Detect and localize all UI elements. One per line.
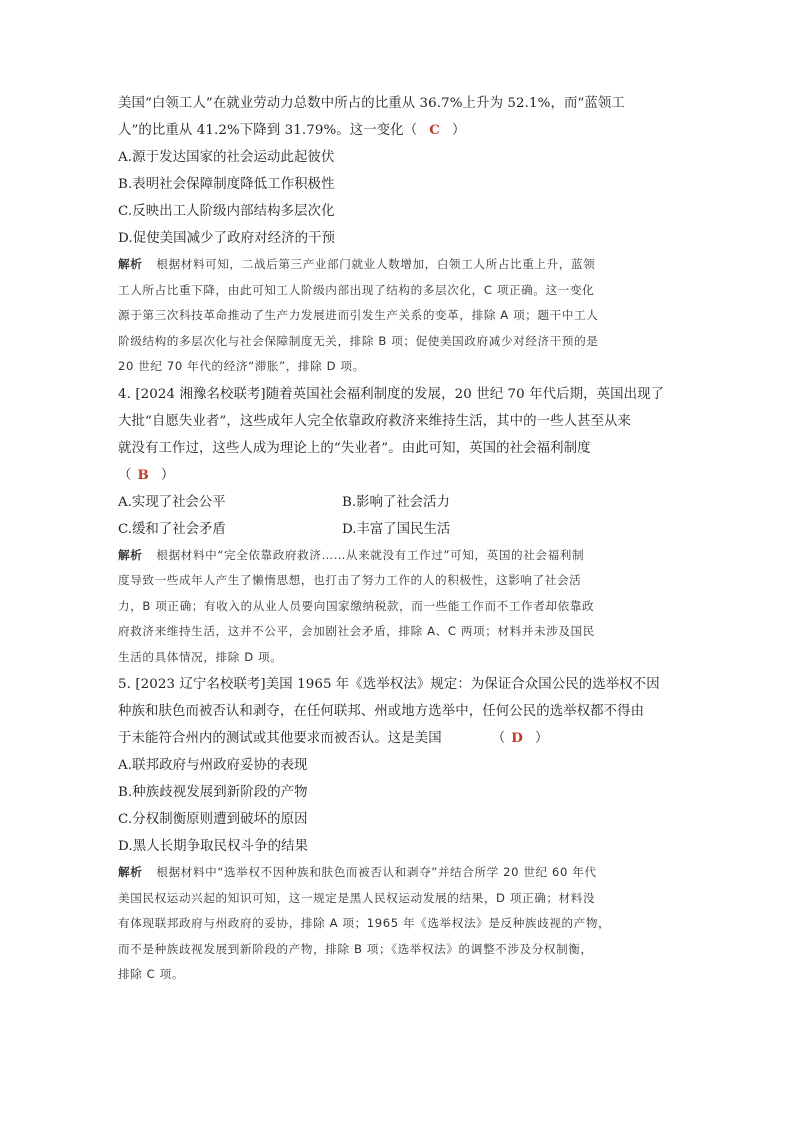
q5-explanation-line-4: 而不是种族歧视发展到新阶段的产物，排除 B 项；《选举权法》的调整不涉及分权制衡， (118, 941, 593, 956)
q4-stem-line-3: 就没有工作过，这些人成为理论上的“失业者”。由此可知，英国的社会福利制度 (118, 440, 591, 456)
question-3 (118, 90, 678, 380)
q4-explanation (118, 543, 678, 671)
q4-option-d: D.丰富了国民生活 (342, 521, 451, 537)
q3-explanation-label: 解析 (118, 257, 143, 271)
q4-answer-line (118, 462, 678, 489)
q4-option-a: A.实现了社会公平 (118, 494, 226, 510)
q4-explanation-line-3: 力，B 项正确；有收入的从业人员要向国家缴纳税款，而一些能工作而不工作者却依靠政 (118, 598, 595, 613)
q5-option-c: C.分权制衡原则遭到破坏的原因 (118, 812, 308, 827)
q4-explanation-line-1 (118, 543, 678, 569)
q3-explanation (118, 252, 678, 380)
q5-stem-text: 于未能符合州内的测试或其他要求而被否认。这是美国 (118, 731, 442, 746)
q3-explanation-line-5: 20 世纪 70 年代的经济“滞胀”，排除 D 项。 (118, 359, 365, 373)
q4-explanation-label: 解析 (118, 547, 143, 562)
document-page (118, 90, 678, 988)
q5-paren-open: （ (491, 731, 506, 746)
q3-option-d: D.促使美国减少了政府对经济的干预 (118, 231, 336, 246)
q3-answer: C (429, 122, 440, 138)
q4-option-row-2 (118, 516, 678, 543)
q4-answer: B (137, 466, 149, 483)
q3-stem-line-2 (118, 117, 678, 144)
q3-option-b: B.表明社会保障制度降低工作积极性 (118, 177, 335, 192)
q4-stem-line-2: 大批“自愿失业者”，这些成年人完全依靠政府救济来维持生活，其中的一些人甚至从来 (118, 413, 632, 429)
q3-explanation-line-2: 工人所占比重下降，由此可知工人阶级内部出现了结构的多层次化，C 项正确。这一变化 (118, 282, 595, 297)
q4-explanation-line-5: 生活的具体情况，排除 D 项。 (118, 649, 283, 664)
question-4 (118, 381, 678, 671)
q5-explanation (118, 860, 678, 988)
q5-paren-close: ） (535, 731, 549, 746)
q3-paren-close: ） (452, 123, 466, 138)
q5-explanation-line-3: 有体现联邦政府与州政府的妥协，排除 A 项；1965 年《选举权法》是反种族歧视的产物， (118, 916, 611, 930)
q3-explanation-line-1 (118, 252, 678, 278)
q5-stem-line-1: 5. [2023 辽宁名校联考]美国 1965 年《选举权法》规定：为保证合众国公民的选举权不因 (118, 677, 660, 692)
q5-stem-line-3 (118, 725, 678, 752)
q4-option-b: B.影响了社会活力 (342, 494, 450, 510)
q4-stem-line-1: 4. [2024 湘豫名校联考]随着英国社会福利制度的发展，20 世纪 70 年代后期，英国出现了 (118, 386, 665, 402)
q3-stem-text: 人”的比重从 41.2%下降到 31.79%。这一变化（ (118, 123, 418, 138)
q5-explanation-line-1 (118, 860, 678, 886)
q4-explanation-line-2: 度导致一些成年人产生了懒惰思想，也打击了努力工作的人的积极性，这影响了社会活 (118, 573, 582, 587)
q4-option-row-1 (118, 489, 678, 516)
q5-option-d: D.黑人长期争取民权斗争的结果 (118, 839, 309, 854)
q3-explanation-text-1: 根据材料可知，二战后第三产业部门就业人数增加，白领工人所占比重上升，蓝领 (156, 257, 596, 271)
q4-explanation-text-1: 根据材料中“完全依靠政府救济……从来就没有工作过”可知，英国的社会福利制 (156, 547, 585, 562)
q3-option-c: C.反映出工人阶级内部结构多层次化 (118, 204, 335, 219)
question-5 (118, 671, 678, 988)
q5-option-a: A.联邦政府与州政府妥协的表现 (118, 758, 308, 773)
q4-paren-open: （ (118, 467, 132, 483)
q4-explanation-line-4: 府救济来维持生活，这并不公平，会加剧社会矛盾，排除 A、C 两项；材料并未涉及国民 (118, 624, 595, 638)
q4-paren-close: ） (160, 467, 175, 483)
q3-stem-line-1: 美国“白领工人”在就业劳动力总数中所占的比重从 36.7%上升为 52.1%，而“蓝领工 (118, 96, 625, 111)
q3-explanation-line-3: 源于第三次科技革命推动了生产力发展进而引发生产关系的变革，排除 A 项；题干中工人 (118, 308, 599, 322)
q5-explanation-text-1: 根据材料中“选举权不因种族和肤色而被否认和剥夺”并结合所学 20 世纪 60 年代 (156, 865, 597, 879)
q5-stem-line-2: 种族和肤色而被否认和剥夺，在任何联邦、州或地方选举中，任何公民的选举权都不得由 (118, 704, 645, 719)
q5-explanation-line-5: 排除 C 项。 (118, 967, 185, 981)
q5-option-b: B.种族歧视发展到新阶段的产物 (118, 785, 308, 800)
q5-explanation-line-2: 美国民权运动兴起的知识可知，这一规定是黑人民权运动发展的结果，D 项正确；材料没 (118, 890, 596, 905)
q3-option-a: A.源于发达国家的社会运动此起彼伏 (118, 150, 335, 165)
q5-explanation-label: 解析 (118, 865, 143, 879)
q3-explanation-line-4: 阶级结构的多层次化与社会保障制度无关，排除 B 项；促使美国政府减少对经济干预的是 (118, 333, 599, 348)
q4-option-c: C.缓和了社会矛盾 (118, 521, 226, 537)
q5-answer: D (511, 730, 523, 746)
